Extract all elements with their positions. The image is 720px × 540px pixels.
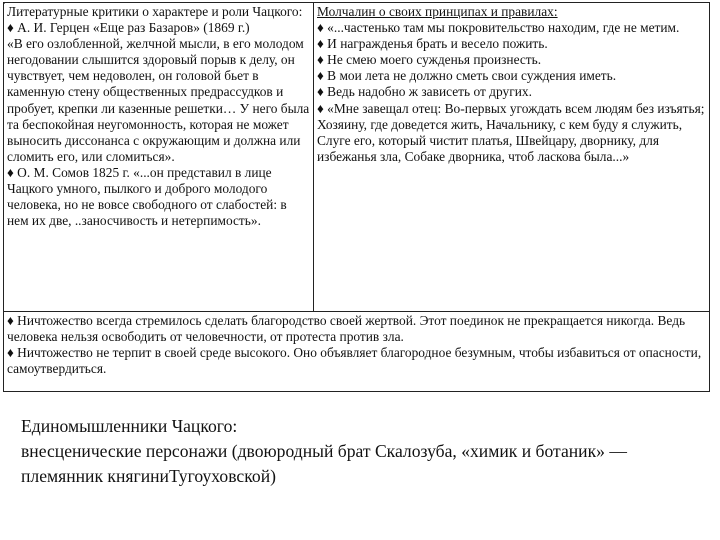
molchalin-item: ♦ В мои лета не должно сметь свои суждения иметь. <box>317 68 617 84</box>
herzen-source: ♦ А. И. Герцен «Еще раз Базаров» (1869 г.) <box>7 20 250 36</box>
like-minded-text: внесценические персонажи (двоюродный брат Скалозуба, «химик и ботаник» — племянник княгиниТугоуховской) <box>21 441 627 486</box>
nothingness-cell <box>4 312 710 392</box>
nothingness-line-1: ♦ Ничтожество всегда стремилось сделать благородство своей жертвой. Этот поединок не прекращается никогда. Ведь человека нельзя освободить от человечности, от протеста против зла. <box>7 313 686 345</box>
molchalin-cell <box>314 3 710 312</box>
somov-quote: ♦ О. М. Сомов 1825 г. «...он представил в лице Чацкого умного, пылкого и доброго молодого человека, но не вовсе свободного от слабостей: в нем их две, ..заносчивость и нетерпимость». <box>7 164 287 229</box>
critics-cell <box>4 3 314 312</box>
like-minded-note <box>21 414 711 489</box>
molchalin-item: ♦ Не смею моего сужденья произнесть. <box>317 52 542 68</box>
critics-heading: Литературные критики о характере и роли Чацкого: <box>7 4 303 19</box>
molchalin-heading: Молчалин о своих принципах и правилах: <box>317 4 558 19</box>
corner-mark: · <box>2 0 6 10</box>
nothingness-line-2: ♦ Ничтожество не терпит в своей среде высокого. Оно объявляет благородное безумным, чтобы избавиться от опасности, самоутвердиться. <box>7 345 702 377</box>
molchalin-item: ♦ «...частенько там мы покровительство находим, где не метим. <box>317 20 680 36</box>
table-row <box>4 312 710 392</box>
father-quote: ♦ «Мне завещал отец: Во-первых угождать всем людям без изъятья; Хозяину, где доведется жить, Начальнику, с кем буду я служить, Слуге его, который чистит платья, Швейцару, дворнику, для избежанья зла, Собаке дворника, чтоб ласкова была...» <box>317 100 705 164</box>
molchalin-item: ♦ Ведь надобно ж зависеть от других. <box>317 84 532 100</box>
like-minded-title: Единомышленники Чацкого: <box>21 416 238 436</box>
molchalin-item: ♦ И награжденья брать и весело пожить. <box>317 36 548 52</box>
herzen-quote: «В его озлобленной, желчной мысли, в его молодом негодовании слышится здоровый порыв к делу, он чувствует, чем недоволен, он головой бьет в каменную стену общественных предрассудков и пробует, крепки ли казенные решетки… У него была та беспокойная неугомонность, которая не может выносить диссонанса с окружающим и должна или сломить его, или сломиться». <box>7 36 310 164</box>
table-row <box>4 3 710 312</box>
critics-table <box>3 2 710 392</box>
